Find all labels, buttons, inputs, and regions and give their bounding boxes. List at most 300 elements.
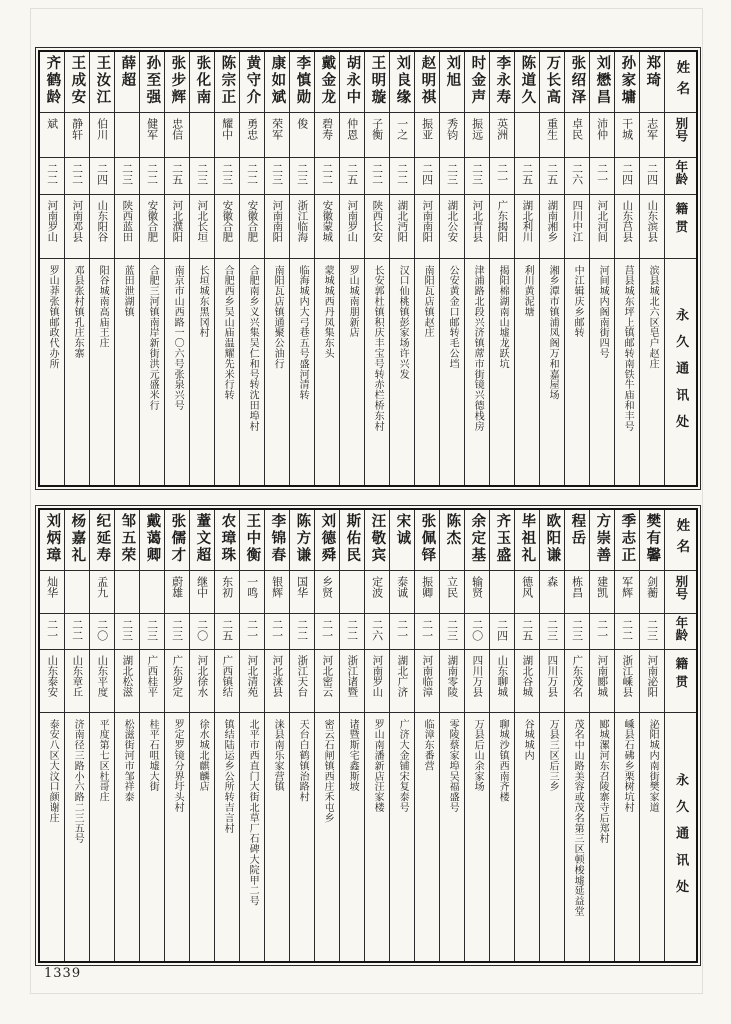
person-name: 赵明祺: [415, 52, 439, 113]
person-age: 二三: [465, 158, 489, 195]
person-address: 密云石闸镇西庄禾屯乡: [322, 719, 334, 823]
person-alias: 仲恩: [340, 113, 364, 158]
person-name: 张步辉: [165, 52, 189, 113]
person-name: 时金声: [465, 52, 489, 113]
person-age: 二五: [540, 158, 564, 195]
person-address: 聊城沙镇西南齐楼: [497, 719, 509, 803]
person-name: 樊有馨: [640, 510, 664, 571]
person-origin: 湖南湘乡: [540, 195, 564, 259]
person-address: 南京市山西路一〇六号张泉兴号: [172, 265, 184, 411]
person-entry: [140, 510, 165, 961]
person-alias: 森: [540, 571, 564, 614]
person-entry: [590, 510, 615, 961]
directory-table-top: [38, 50, 698, 487]
person-address: 公安黄金口邮转毛公垱: [447, 265, 459, 369]
person-entry: [565, 510, 590, 961]
person-address: 莒县城东坪上镇邮转南铁牛庙和丰号: [622, 265, 634, 432]
person-entry: [215, 52, 240, 485]
person-origin: 湖南零陵: [440, 650, 464, 713]
person-origin: 湖北松滋: [115, 650, 139, 713]
person-name: 汪敬宾: [365, 510, 389, 571]
person-alias: [190, 113, 214, 158]
person-age: 二四: [90, 158, 114, 195]
person-alias: 干城: [615, 113, 639, 158]
person-alias: 军辉: [615, 571, 639, 614]
person-alias: [515, 113, 539, 158]
person-name: 王中衡: [240, 510, 264, 571]
person-entry: [515, 510, 540, 961]
person-alias: 国华: [290, 571, 314, 614]
person-alias: 碧寿: [315, 113, 339, 158]
person-address: 谷城城内: [522, 719, 534, 761]
person-origin: 河南罗山: [40, 195, 64, 259]
person-entry: [40, 510, 65, 961]
person-origin: 山东平度: [90, 650, 114, 713]
person-age: 二五: [515, 614, 539, 650]
person-origin: 安徽合肥: [240, 195, 264, 259]
person-origin: 山东章丘: [65, 650, 89, 713]
person-name: 程岳: [565, 510, 589, 571]
person-age: 二二: [40, 158, 64, 195]
person-origin: 广东罗定: [165, 650, 189, 713]
person-alias: 重生: [540, 113, 564, 158]
person-age: 二三: [215, 158, 239, 195]
person-name: 邹五荣: [115, 510, 139, 571]
person-address: 长垣城东黑冈村: [197, 265, 209, 338]
person-entry: [415, 52, 440, 485]
person-address: 泌阳城内南街樊家道: [647, 719, 659, 813]
person-name: 李锦春: [265, 510, 289, 571]
person-name: 杨嘉礼: [65, 510, 89, 571]
person-origin: 四川万县: [465, 650, 489, 713]
person-alias: 剑蘅: [640, 571, 664, 614]
person-age: 二四: [615, 158, 639, 195]
person-address: 涞县南乐家营镇: [272, 719, 284, 792]
person-address: 中江辑庆乡邮转: [572, 265, 584, 338]
person-age: 二六: [365, 614, 389, 650]
person-entry: [415, 510, 440, 961]
person-age: 二三: [640, 614, 664, 650]
person-age: 二二: [65, 614, 89, 650]
person-alias: 忠信: [165, 113, 189, 158]
person-origin: 河南南阳: [415, 195, 439, 259]
person-address: 合肥西乡吴山庙温耀先米行转: [222, 265, 234, 401]
person-name: 孙至强: [140, 52, 164, 113]
person-name: 李慎勋: [290, 52, 314, 113]
person-address: 利川黄泥塘: [522, 265, 534, 317]
person-name: 薛超: [115, 52, 139, 113]
person-origin: 浙江嵊县: [615, 650, 639, 713]
person-alias: 栋昌: [565, 571, 589, 614]
person-address: 桂平石咀墟大街: [147, 719, 159, 792]
header-age: 年龄: [665, 158, 696, 195]
table-header-column: [665, 52, 696, 485]
person-origin: 河南郾城: [590, 650, 614, 713]
person-address: 蓝田泄湖镇: [122, 265, 134, 317]
person-origin: 广东茂名: [565, 650, 589, 713]
person-name: 陈杰: [440, 510, 464, 571]
header-name: 姓名: [665, 52, 696, 113]
person-origin: 湖北谷城: [515, 650, 539, 713]
person-entry: [640, 510, 665, 961]
person-age: 二二: [65, 158, 89, 195]
person-alias: 秀钧: [440, 113, 464, 158]
person-address: 津浦路北段兴济镇蓆市街镜兴德栈房: [472, 265, 484, 432]
person-alias: 斌: [40, 113, 64, 158]
person-entry: [90, 510, 115, 961]
person-name: 李永寿: [490, 52, 514, 113]
person-age: 二三: [190, 158, 214, 195]
person-origin: 河北青县: [465, 195, 489, 259]
person-name: 农璋珠: [215, 510, 239, 571]
person-entry: [315, 52, 340, 485]
person-alias: 静轩: [65, 113, 89, 158]
person-name: 孙家墉: [615, 52, 639, 113]
person-name: 陈道久: [515, 52, 539, 113]
person-name: 刘德舜: [315, 510, 339, 571]
person-name: 方崇善: [590, 510, 614, 571]
person-name: 刘炳璋: [40, 510, 64, 571]
person-entry: [290, 52, 315, 485]
person-entry: [540, 510, 565, 961]
person-address: 临海城内大弓巷五号盛河清转: [297, 265, 309, 401]
person-age: 二一: [490, 158, 514, 195]
person-address: 济南径三路小六路二三五号: [72, 719, 84, 844]
person-alias: [340, 571, 364, 614]
person-entry: [340, 52, 365, 485]
person-address: 镇结陆运乡公所转吉言村: [222, 719, 234, 834]
person-origin: 湖北利川: [515, 195, 539, 259]
person-address: 万县三区后三乡: [547, 719, 559, 792]
person-name: 张绍泽: [565, 52, 589, 113]
person-origin: 湖北公安: [440, 195, 464, 259]
person-address: 临漳东番营: [422, 719, 434, 771]
person-alias: 定波: [365, 571, 389, 614]
person-entry: [340, 510, 365, 961]
person-entry: [115, 52, 140, 485]
person-origin: 广西镇结: [215, 650, 239, 713]
header-origin: 籍贯: [665, 650, 696, 713]
person-name: 万长高: [540, 52, 564, 113]
person-entry: [465, 52, 490, 485]
person-age: 二六: [565, 158, 589, 195]
person-alias: 灿华: [40, 571, 64, 614]
person-address: 汉口仙桃镇彭家场许兴发: [397, 265, 409, 380]
person-age: 二〇: [465, 614, 489, 650]
header-origin: 籍贯: [665, 195, 696, 259]
person-name: 戴金龙: [315, 52, 339, 113]
person-origin: 湖北沔阳: [390, 195, 414, 259]
person-origin: 河北涞县: [265, 650, 289, 713]
person-entry: [490, 52, 515, 485]
person-name: 黄守介: [240, 52, 264, 113]
person-origin: 河北密云: [315, 650, 339, 713]
table-header-column: [665, 510, 696, 961]
person-alias: [115, 113, 139, 158]
person-origin: 广西桂平: [140, 650, 164, 713]
person-address: 罗山莽张镇邮政代办所: [47, 265, 59, 369]
person-entry: [540, 52, 565, 485]
person-name: 刘旭: [440, 52, 464, 113]
person-address: 南阳瓦店镇通聚公油行: [272, 265, 284, 369]
person-entry: [440, 52, 465, 485]
person-alias: 俊: [290, 113, 314, 158]
person-alias: 振卿: [415, 571, 439, 614]
person-age: 二〇: [190, 614, 214, 650]
person-name: 王明璇: [365, 52, 389, 113]
person-age: 二三: [265, 158, 289, 195]
person-origin: 陕西长安: [365, 195, 389, 259]
person-age: 二二: [290, 614, 314, 650]
header-alias: 别号: [665, 571, 696, 614]
person-origin: 河南邓县: [65, 195, 89, 259]
person-entry: [315, 510, 340, 961]
person-origin: 安徽蒙城: [315, 195, 339, 259]
person-origin: 四川中江: [565, 195, 589, 259]
person-origin: 山东聊城: [490, 650, 514, 713]
person-name: 张儒才: [165, 510, 189, 571]
person-alias: 荣军: [265, 113, 289, 158]
person-age: 二五: [515, 158, 539, 195]
person-age: 二五: [215, 614, 239, 650]
person-age: 二一: [265, 614, 289, 650]
person-name: 刘懋昌: [590, 52, 614, 113]
person-entry: [190, 510, 215, 961]
person-age: 二四: [415, 158, 439, 195]
person-alias: 耀中: [215, 113, 239, 158]
person-origin: 山东泰安: [40, 650, 64, 713]
person-origin: 河南临漳: [415, 650, 439, 713]
person-address: 广济大金铺宋复泰号: [397, 719, 409, 813]
person-entry: [615, 510, 640, 961]
person-age: 二二: [140, 158, 164, 195]
person-origin: 河北徐水: [190, 650, 214, 713]
person-name: 齐鹤龄: [40, 52, 64, 113]
person-origin: 山东阳谷: [90, 195, 114, 259]
person-entry: [265, 52, 290, 485]
person-age: 二四: [640, 158, 664, 195]
person-entry: [65, 510, 90, 961]
person-name: 陈宗正: [215, 52, 239, 113]
person-entry: [390, 510, 415, 961]
person-entry: [365, 52, 390, 485]
person-name: 毕祖礼: [515, 510, 539, 571]
person-entry: [590, 52, 615, 485]
person-name: 陈方谦: [290, 510, 314, 571]
person-name: 纪延寿: [90, 510, 114, 571]
person-origin: 安徽合肥: [215, 195, 239, 259]
person-alias: [115, 571, 139, 614]
person-alias: 振亚: [415, 113, 439, 158]
person-name: 王成安: [65, 52, 89, 113]
person-entry: [165, 52, 190, 485]
person-address: 罗山南潘新店汪家楼: [372, 719, 384, 813]
person-age: 二三: [565, 614, 589, 650]
person-age: 二三: [165, 614, 189, 650]
person-origin: 广东揭阳: [490, 195, 514, 259]
person-name: 王汝江: [90, 52, 114, 113]
person-address: 万县后山余家场: [472, 719, 484, 792]
header-address: 永久通讯处: [673, 308, 689, 442]
person-entry: [140, 52, 165, 485]
person-age: 二一: [315, 614, 339, 650]
person-origin: 河南泌阳: [640, 650, 664, 713]
person-name: 刘良缘: [390, 52, 414, 113]
person-name: 蕫文超: [190, 510, 214, 571]
person-origin: 河南南阳: [265, 195, 289, 259]
person-entry: [365, 510, 390, 961]
person-age: 二〇: [90, 614, 114, 650]
person-entry: [440, 510, 465, 961]
person-entry: [90, 52, 115, 485]
person-address: 茂名中山路美容或茂名第三区顿梭墟延益堂: [572, 719, 584, 917]
person-age: 二二: [615, 614, 639, 650]
person-origin: 浙江天台: [290, 650, 314, 713]
person-origin: 山东莒县: [615, 195, 639, 259]
person-age: 二五: [340, 158, 364, 195]
person-alias: [65, 571, 89, 614]
person-entry: [215, 510, 240, 961]
person-age: 二三: [540, 614, 564, 650]
person-age: 二一: [590, 158, 614, 195]
person-alias: [490, 571, 514, 614]
person-entry: [465, 510, 490, 961]
person-origin: 河北清苑: [240, 650, 264, 713]
person-alias: 勇忠: [240, 113, 264, 158]
person-alias: 蔚雄: [165, 571, 189, 614]
person-age: 二二: [390, 158, 414, 195]
person-address: 揭阳棉湖南山墟龙跃坑: [497, 265, 509, 369]
person-age: 二三: [440, 614, 464, 650]
page-number: 1339: [44, 966, 82, 981]
person-age: 二五: [165, 158, 189, 195]
person-alias: 立民: [440, 571, 464, 614]
person-entry: [615, 52, 640, 485]
person-address: 蒙城城西丹凤集东头: [322, 265, 334, 359]
person-age: 二三: [140, 614, 164, 650]
person-age: 二四: [490, 614, 514, 650]
person-name: 张化南: [190, 52, 214, 113]
person-age: 二三: [440, 158, 464, 195]
person-entry: [190, 52, 215, 485]
person-origin: 湖北广济: [390, 650, 414, 713]
person-alias: 沛仲: [590, 113, 614, 158]
person-address: 湘乡潭市镇浦凤阁万和嘉屋场: [547, 265, 559, 401]
person-alias: 乡贤: [315, 571, 339, 614]
person-alias: 建凯: [590, 571, 614, 614]
person-address: 邓县张村镇孔庄东寨: [72, 265, 84, 359]
person-age: 二一: [240, 614, 264, 650]
person-age: 二二: [315, 158, 339, 195]
person-address: 零陵蔡家埠吴福盛号: [447, 719, 459, 813]
person-alias: 继中: [190, 571, 214, 614]
person-age: 二三: [115, 158, 139, 195]
person-alias: 卓民: [565, 113, 589, 158]
person-age: 二二: [340, 614, 364, 650]
header-name: 姓名: [665, 510, 696, 571]
person-address: 郾城漯河东召陵寨寺后郑村: [597, 719, 609, 844]
person-name: 张佩铎: [415, 510, 439, 571]
person-name: 康如斌: [265, 52, 289, 113]
person-address: 天台白鹤镇治路村: [297, 719, 309, 803]
person-address: 罗定罗镜分界圩头村: [172, 719, 184, 813]
person-address: 河间城内阁南街四号: [597, 265, 609, 359]
person-alias: 银辉: [265, 571, 289, 614]
person-entry: [490, 510, 515, 961]
person-alias: 东初: [215, 571, 239, 614]
person-origin: 河南罗山: [365, 650, 389, 713]
person-name: 欧阳谦: [540, 510, 564, 571]
person-address: 合肥三河镇南岸新街洪元盛米行: [147, 265, 159, 411]
directory-table-bottom: [38, 508, 698, 963]
person-entry: [240, 52, 265, 485]
person-address: 嵊县石砩乡栗树坑村: [622, 719, 634, 813]
person-alias: [140, 571, 164, 614]
person-age: 二一: [415, 614, 439, 650]
person-entry: [265, 510, 290, 961]
person-entry: [565, 52, 590, 485]
person-origin: 河南罗山: [340, 195, 364, 259]
person-origin: 山东滨县: [640, 195, 664, 259]
person-address: 诸暨斯宅鑫斯坡: [347, 719, 359, 792]
person-alias: 一鸣: [240, 571, 264, 614]
person-entry: [115, 510, 140, 961]
person-name: 郑琦: [640, 52, 664, 113]
person-entry: [390, 52, 415, 485]
person-age: 二三: [115, 614, 139, 650]
person-entry: [65, 52, 90, 485]
person-name: 胡永中: [340, 52, 364, 113]
person-alias: 孟九: [90, 571, 114, 614]
person-entry: [290, 510, 315, 961]
person-name: 戴蔼卿: [140, 510, 164, 571]
person-origin: 河北长垣: [190, 195, 214, 259]
person-address: 合肥南乡义兴集吴仁和号转沈田埠村: [247, 265, 259, 432]
person-name: 宋诚: [390, 510, 414, 571]
person-age: 二一: [40, 614, 64, 650]
person-name: 齐玉盛: [490, 510, 514, 571]
person-entry: [165, 510, 190, 961]
person-alias: 一之: [390, 113, 414, 158]
person-alias: 泰诚: [390, 571, 414, 614]
person-alias: 英洲: [490, 113, 514, 158]
person-alias: 输贤: [465, 571, 489, 614]
person-origin: 陕西蓝田: [115, 195, 139, 259]
person-address: 南阳瓦店镇赵庄: [422, 265, 434, 338]
person-name: 余定基: [465, 510, 489, 571]
header-age: 年龄: [665, 614, 696, 650]
header-address: 永久通讯处: [673, 773, 689, 907]
person-address: 滨县城北六区皂户赵庄: [647, 265, 659, 369]
person-alias: 健军: [140, 113, 164, 158]
person-address: 阳谷城南高庙王庄: [97, 265, 109, 349]
person-origin: 安徽合肥: [140, 195, 164, 259]
person-address: 北平市西直门大街北草厂石碑大院甲二号: [247, 719, 259, 907]
person-name: 季志正: [615, 510, 639, 571]
person-origin: 四川万县: [540, 650, 564, 713]
person-address: 罗山城南朋新店: [347, 265, 359, 338]
person-alias: 伯川: [90, 113, 114, 158]
person-age: 二一: [390, 614, 414, 650]
person-origin: 河北濮阳: [165, 195, 189, 259]
person-alias: 德风: [515, 571, 539, 614]
person-alias: 志军: [640, 113, 664, 158]
person-age: 二三: [290, 158, 314, 195]
person-entry: [40, 52, 65, 485]
person-address: 徐水城北麒麟店: [197, 719, 209, 792]
person-entry: [640, 52, 665, 485]
person-origin: 浙江临海: [290, 195, 314, 259]
